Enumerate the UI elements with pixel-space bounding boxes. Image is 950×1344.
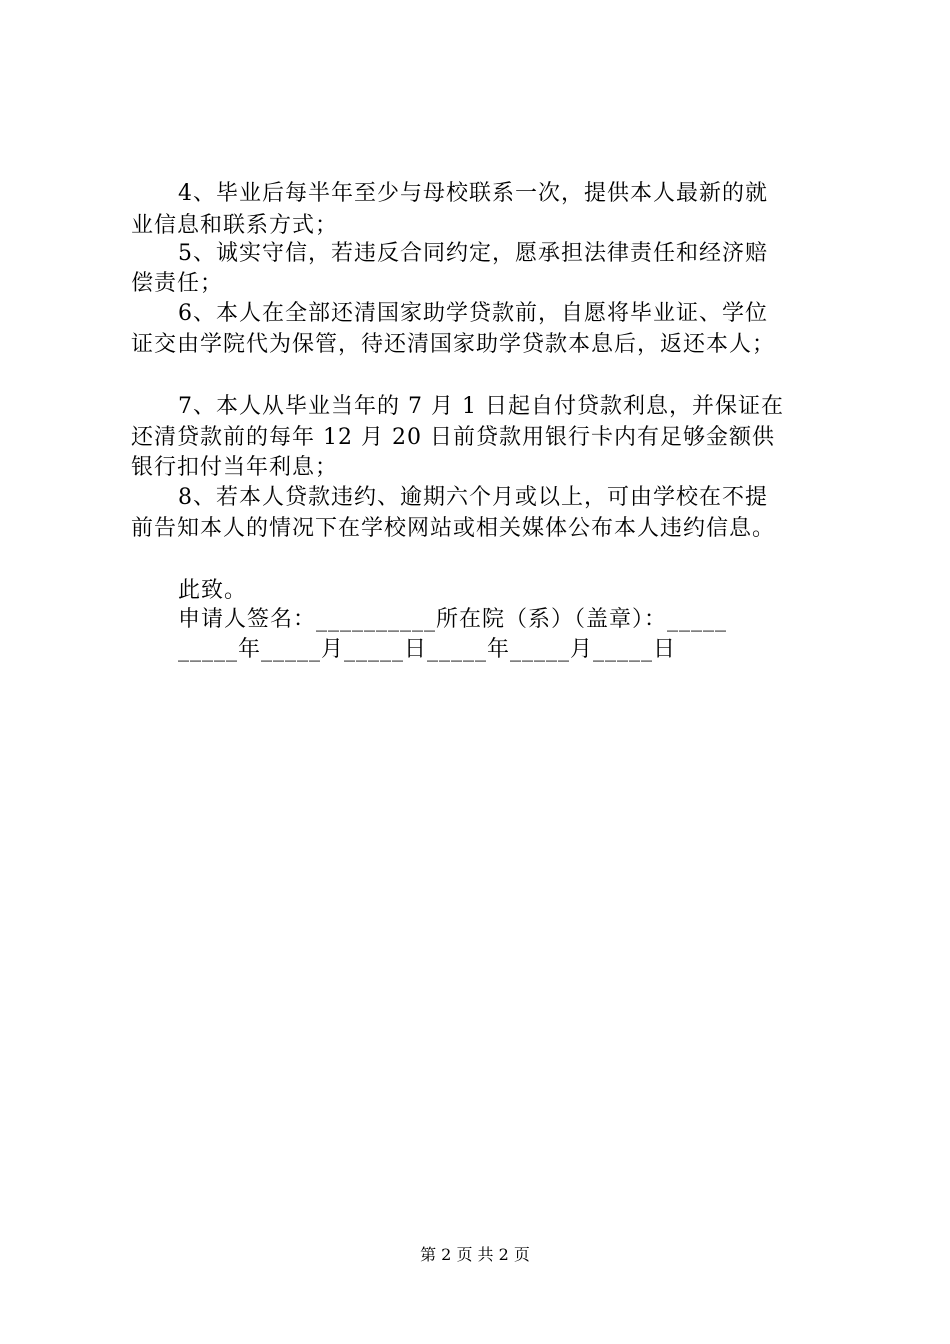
clause-8-line-1: 8、若本人贷款违约、逾期六个月或以上，可由学校在不提 [178, 485, 768, 510]
clause-7-line-1: 7、本人从毕业当年的 7 月 1 日起自付贷款利息，并保证在 [178, 394, 784, 419]
clause-5-line-1: 5、诚实守信，若违反合同约定，愿承担法律责任和经济赔 [178, 241, 768, 266]
clause-4-line-2: 业信息和联系方式； [131, 213, 339, 238]
clause-6-line-1: 6、本人在全部还清国家助学贷款前，自愿将毕业证、学位 [178, 301, 768, 326]
clause-7-line-3: 银行扣付当年利息； [131, 455, 339, 480]
closing-text: 此致。 [178, 578, 248, 603]
page-footer: 第 2 页 共 2 页 [420, 1245, 530, 1264]
clause-8-line-2: 前告知本人的情况下在学校网站或相关媒体公布本人违约信息。 [131, 516, 776, 541]
signature-line: 申请人签名：__________所在院（系）（盖章）：_____ [178, 607, 728, 632]
clause-7-line-2: 还清贷款前的每年 12 月 20 日前贷款用银行卡内有足够金额供 [131, 425, 775, 450]
clause-4-line-1: 4、毕业后每半年至少与母校联系一次，提供本人最新的就 [178, 181, 768, 206]
clause-5-line-2: 偿责任； [131, 271, 224, 296]
date-line: _____年_____月_____日_____年_____月_____日 [178, 637, 677, 662]
clause-6-line-2: 证交由学院代为保管，待还清国家助学贷款本息后，返还本人； [131, 332, 776, 357]
